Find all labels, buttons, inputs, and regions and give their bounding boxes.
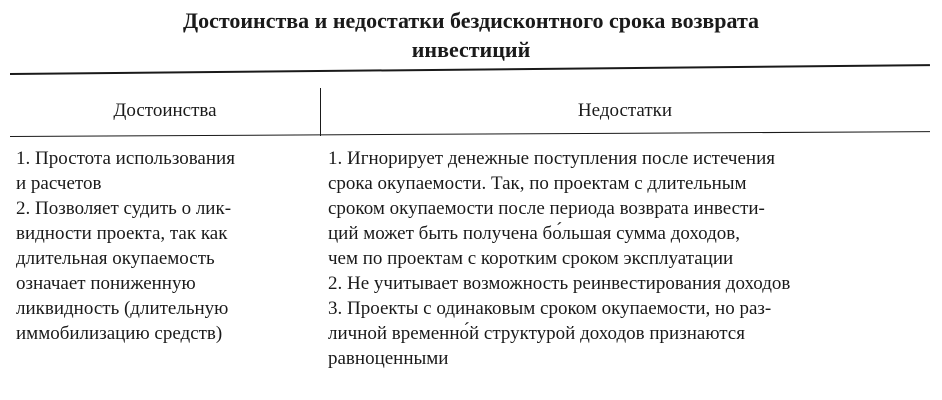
disadvantages-line: 1. Игнорирует денежные поступления после истечения [328, 148, 775, 169]
advantages-line: длительная окупаемость [16, 248, 215, 269]
advantages-line: видности проекта, так как [16, 223, 228, 244]
document-title [0, 6, 942, 64]
disadvantages-line: сроком окупаемости после периода возврата инвести- [328, 198, 765, 219]
disadvantages-line: личной временно́й структурой доходов признаются [328, 323, 745, 344]
disadvantages-line: чем по проектам с коротким сроком эксплуатации [328, 248, 734, 269]
advantages-line: 2. Позволяет судить о лик- [16, 198, 232, 219]
advantages-line: иммобилизацию средств) [16, 323, 223, 344]
header-column-divider [320, 88, 321, 136]
disadvantages-line: 3. Проекты с одинаковым сроком окупаемости, но раз- [328, 298, 772, 319]
header-advantages: Достоинства [113, 100, 217, 121]
disadvantages-line: ций может быть получена бо́льшая сумма доходов, [328, 223, 741, 244]
table-header-row [10, 86, 930, 136]
advantages-line: ликвидность (длительную [16, 298, 229, 319]
advantages-line: и расчетов [16, 173, 102, 194]
disadvantages-line: срока окупаемости. Так, по проектам с длительным [328, 173, 747, 194]
title-line-1: Достоинства и недостатки бездисконтного срока возврата [182, 8, 760, 33]
title-line-2: инвестиций [411, 37, 531, 62]
advantages-line: 1. Простота использования [16, 148, 235, 169]
disadvantages-line: равноценными [328, 348, 449, 369]
disadvantages-cell [328, 146, 928, 371]
advantages-cell [16, 146, 316, 346]
header-disadvantages: Недостатки [577, 100, 673, 121]
table-top-rule [10, 64, 930, 75]
advantages-line: означает пониженную [16, 273, 196, 294]
disadvantages-line: 2. Не учитывает возможность реинвестирования доходов [328, 273, 791, 294]
